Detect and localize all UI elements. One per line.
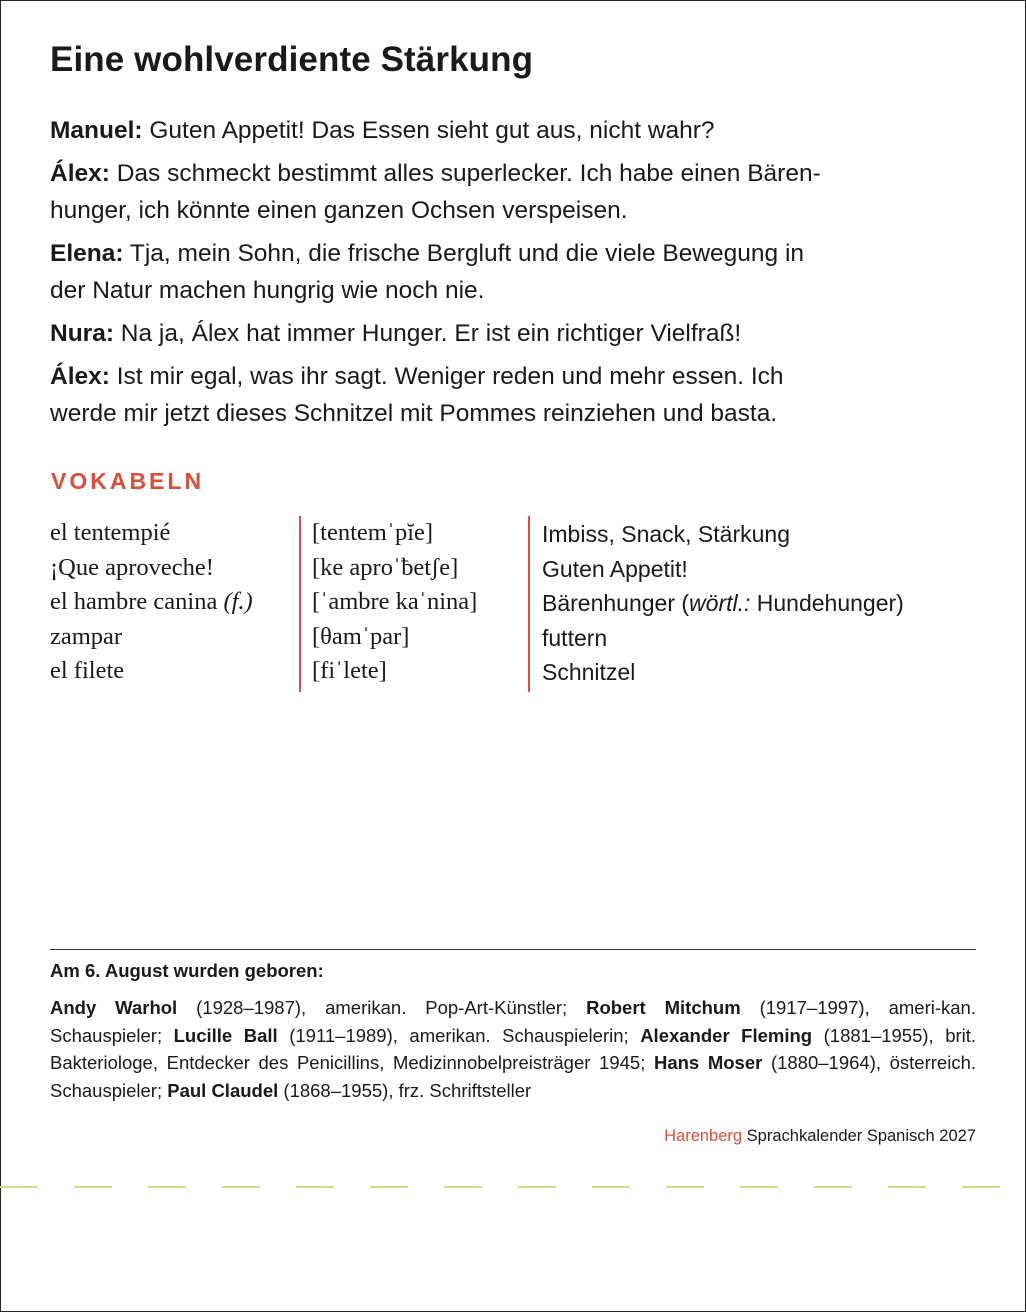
vocab-spanish: zampar	[50, 622, 123, 650]
born-list	[50, 994, 976, 1104]
speaker-name: Manuel:	[50, 117, 143, 144]
vocab-row	[50, 585, 990, 620]
speaker-name: Álex:	[50, 160, 110, 187]
dialogue-line	[50, 155, 970, 229]
speaker-name: Nura:	[50, 320, 114, 347]
born-heading: Am 6. August wurden geboren:	[50, 960, 324, 981]
vocab-heading: VOKABELN	[51, 468, 205, 494]
vocab-german: Schnitzel	[542, 659, 636, 685]
vocab-table	[50, 516, 990, 689]
dialogue-line	[50, 315, 970, 352]
cut-line	[0, 1186, 1026, 1188]
person-desc: (1881–1955), brit. Bakteriologe, Entdecker des Penicillins, Medizinnobelpreisträger 1945;	[50, 1024, 977, 1073]
dialogue	[50, 112, 970, 438]
dialogue-line	[50, 112, 970, 149]
vocab-row	[50, 620, 990, 655]
person-name: Hans Moser	[653, 1052, 763, 1073]
vocab-spanish: el filete	[50, 657, 125, 684]
vocab-german: Imbiss, Snack, Stärkung	[542, 521, 790, 547]
person-name: Alexander Fleming	[640, 1024, 813, 1046]
person-desc: (1917–1997), ameri-kan. Schauspieler;	[50, 997, 976, 1046]
dialogue-text: Tja, mein Sohn, die frische Bergluft und die viele Bewegung in der Natur machen hungrig wie noch nie.	[50, 240, 805, 304]
person-desc: (1868–1955), frz. Schriftsteller	[278, 1079, 532, 1101]
vocab-ipa: [tentemˈpĭe]	[312, 519, 434, 546]
vocab-german: Bärenhunger (wörtl.: Hundehunger)	[542, 590, 904, 616]
footer-text: Sprachkalender Spanisch 2027	[742, 1127, 976, 1145]
vocab-ipa: [ˈambre kaˈnina]	[312, 588, 478, 615]
footer-credit	[664, 1127, 976, 1146]
person-desc: (1911–1989), amerikan. Schauspielerin;	[277, 1024, 641, 1046]
speaker-name: Elena:	[50, 240, 124, 267]
person-name: Robert Mitchum	[586, 997, 741, 1018]
dialogue-text: Na ja, Álex hat immer Hunger. Er ist ein richtiger Vielfraß!	[113, 320, 742, 347]
vocab-german: Guten Appetit!	[542, 555, 688, 582]
vocab-spanish: el tentempié	[50, 519, 171, 546]
vocab-row	[50, 516, 990, 551]
page-title: Eine wohlverdiente Stärkung	[50, 40, 534, 79]
vocab-row	[50, 551, 990, 586]
dialogue-text: Das schmeckt bestimmt alles superlecker. Ich habe einen Bären- hunger, ich könnte einen ganzen Ochsen verspeisen.	[50, 160, 821, 224]
person-desc: (1928–1987), amerikan. Pop-Art-Künstler;	[177, 997, 587, 1018]
brand-name: Harenberg	[664, 1127, 743, 1145]
vocab-spanish: ¡Que aproveche!	[50, 553, 214, 581]
dialogue-line	[50, 358, 970, 432]
vocab-ipa: [θamˈpar]	[312, 622, 410, 650]
person-name: Paul Claudel	[167, 1079, 279, 1101]
dialogue-line	[50, 235, 970, 309]
speaker-name: Álex:	[50, 363, 110, 390]
vocab-german: futtern	[542, 624, 608, 651]
vocab-ipa: [fiˈlete]	[312, 657, 387, 684]
vocab-ipa: [ke aproˈƀetʃe]	[312, 553, 459, 581]
person-name: Andy Warhol	[50, 997, 178, 1018]
vocab-row	[50, 654, 990, 689]
dialogue-text: Ist mir egal, was ihr sagt. Weniger reden und mehr essen. Ich werde mir jetzt dieses Schnitzel mit Pommes reinziehen und basta.	[50, 363, 784, 427]
section-divider	[50, 949, 976, 950]
person-name: Lucille Ball	[173, 1024, 278, 1046]
vocab-spanish: el hambre canina (f.)	[50, 588, 253, 615]
dialogue-text: Guten Appetit! Das Essen sieht gut aus, nicht wahr?	[142, 117, 715, 144]
person-desc: (1880–1964), österreich. Schauspieler;	[50, 1052, 976, 1101]
